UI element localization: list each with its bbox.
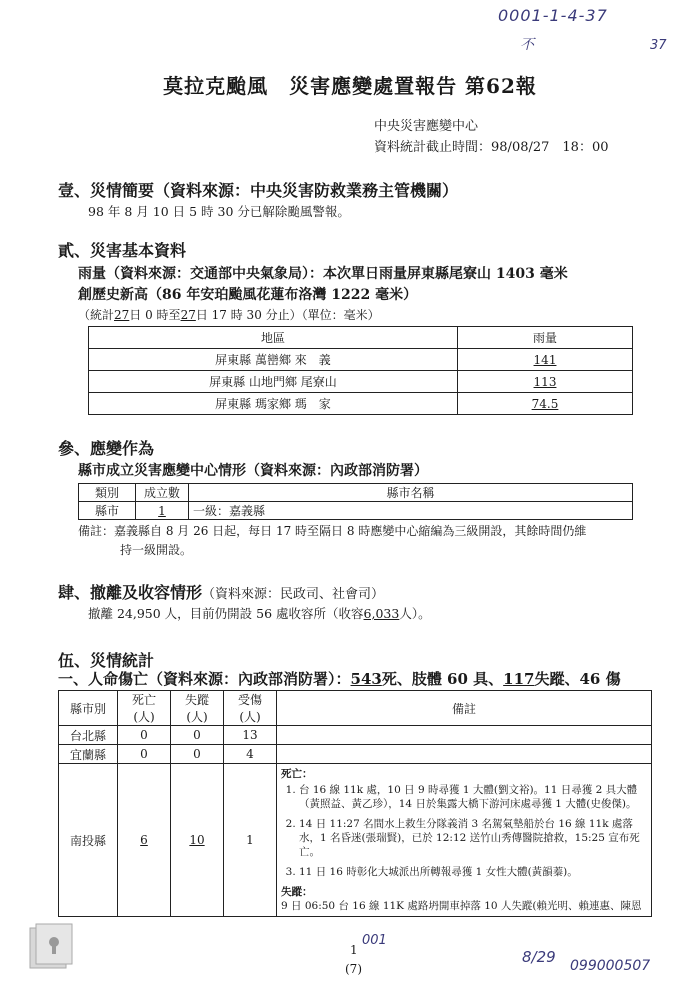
table-row	[89, 349, 633, 371]
rain-value: 141	[533, 352, 557, 367]
table-row	[89, 393, 633, 415]
section2-heading: 貳、災害基本資料	[58, 241, 187, 260]
rain-cell	[458, 393, 633, 415]
missing-cell: 0	[171, 726, 224, 745]
header-names: 縣市名稱	[189, 484, 633, 502]
section1-heading	[58, 178, 458, 201]
rain-cell	[458, 371, 633, 393]
area-cell: 屏東縣 山地門鄉 尾寮山	[89, 371, 458, 393]
shelter-count: 6,033	[363, 606, 400, 621]
injured-cell: 4	[224, 745, 277, 764]
section5-heading: 伍、災情統計	[58, 651, 155, 670]
evac-prefix: 撤離 24,950 人，目前仍開設 56 處收容所（收容	[88, 606, 364, 621]
table-header-row	[89, 327, 633, 349]
stat-mid: 日 0 時至	[129, 308, 181, 322]
casualty-table	[58, 690, 652, 917]
death-list	[281, 783, 647, 879]
section3-heading: 參、應變作為	[58, 439, 155, 458]
table-header-row	[79, 484, 633, 502]
injured-cell: 13	[224, 726, 277, 745]
section3-note-2: 持一級開設。	[120, 543, 193, 557]
header-injured: 受傷(人)	[224, 691, 277, 726]
section4-source: （資料來源：民政司、社會司）	[202, 587, 385, 602]
death-label: 死亡：	[281, 768, 313, 780]
list-item: 3. 11 日 16 時彰化大城派出所轉報尋獲 1 女性大體(黃韻蓁)。	[299, 865, 647, 879]
table-row	[79, 502, 633, 520]
missing-label: 失蹤：	[281, 886, 313, 898]
header-count: 成立數	[136, 484, 189, 502]
stat-day2: 27	[180, 308, 196, 322]
report-title: 莫拉克颱風 災害應變處置報告 第62報	[163, 74, 537, 98]
table-row	[59, 726, 652, 745]
note-cell	[277, 764, 652, 917]
section1-title: 壹、災情簡要	[58, 181, 155, 200]
stat-prefix: （統計	[78, 308, 115, 322]
section1-text: 98 年 8 月 10 日 5 時 30 分已解除颱風警報。	[88, 204, 350, 219]
area-cell: 屏東縣 瑪家鄉 瑪 家	[89, 393, 458, 415]
header-county: 縣市別	[59, 691, 118, 726]
archive-logo-icon	[22, 918, 78, 974]
section3-note-1: 備註：嘉義縣自 8 月 26 日起，每日 17 時至隔日 8 時應變中心縮編為三級開設，其餘時間仍維	[78, 524, 587, 538]
table-header-row	[59, 691, 652, 726]
deaths-count: 543	[350, 670, 382, 688]
rain-value: 113	[533, 374, 557, 389]
stat-day1: 27	[114, 308, 130, 322]
casualty-suffix: 失蹤、46 傷	[534, 670, 621, 688]
table-row	[89, 371, 633, 393]
injured-cell: 1	[224, 764, 277, 917]
table-row	[59, 764, 652, 917]
missing-text: 9 日 06:50 台 16 線 11K 處路坍開車掉落 10 人失蹤(賴光明、賴連惠、陳恩	[281, 900, 642, 912]
area-cell: 屏東縣 萬巒鄉 來 義	[89, 349, 458, 371]
stat-suffix: 日 17 時 30 分止）（單位：毫米）	[195, 308, 380, 322]
handwritten-date: 8/29	[522, 948, 556, 966]
header-dead: 死亡(人)	[118, 691, 171, 726]
rain-line-2: 創歷史新高（86 年安珀颱風花蓮布洛灣 1222 毫米）	[78, 287, 418, 303]
cutoff-value: 98/08/27 18：00	[491, 140, 609, 155]
type-cell: 縣市	[79, 502, 136, 520]
handwritten-page: 001	[362, 933, 387, 948]
response-center-table	[78, 483, 633, 520]
cutoff-time	[374, 136, 609, 155]
dead-cell	[118, 764, 171, 917]
cutoff-label: 資料統計截止時間：	[374, 140, 492, 155]
casualty-prefix: 一、人命傷亡（資料來源：內政部消防署）：	[58, 670, 351, 688]
casualty-summary	[58, 668, 621, 689]
header-area: 地區	[89, 327, 458, 349]
count-value: 1	[158, 503, 166, 518]
county-cell: 南投縣	[59, 764, 118, 917]
handwritten-corner-number: 37	[650, 38, 667, 53]
section3-subheading: 縣市成立災害應變中心情形（資料來源：內政部消防署）	[78, 463, 428, 479]
note-cell	[277, 745, 652, 764]
casualty-mid: 死、肢體 60 具、	[381, 670, 504, 688]
county-cell: 台北縣	[59, 726, 118, 745]
handwritten-mark: 不	[520, 37, 534, 53]
rain-line-1: 雨量（資料來源：交通部中央氣象局）：本次單日雨量屏東縣尾寮山 1403 毫米	[78, 266, 568, 282]
header-rain: 雨量	[458, 327, 633, 349]
note-cell	[277, 726, 652, 745]
list-item: 1. 台 16 線 11k 處，10 日 9 時尋獲 1 大體(劉文裕)。11 日尋獲 2 具大體（黃照益、黃乙珍），14 日於集露大橋下游河床處尋獲 1 大體(史俊傑)。	[299, 783, 647, 811]
dead-value: 6	[140, 833, 148, 847]
missing-cell	[171, 764, 224, 917]
evac-suffix: 人）。	[399, 606, 431, 621]
issuer: 中央災害應變中心	[374, 119, 479, 134]
section4-heading	[58, 580, 384, 603]
missing-cell: 0	[171, 745, 224, 764]
rain-value: 74.5	[531, 396, 559, 411]
table-row	[59, 745, 652, 764]
list-item: 2. 14 日 11:27 名間水上救生分隊義消 3 名駕氣墊船於台 16 線 11k 處落水，1 名昏迷(張瑞賢)，已於 12:12 送竹山秀傳醫院搶救，15:25 宣布死亡。	[299, 817, 647, 859]
dead-cell: 0	[118, 745, 171, 764]
missing-value: 10	[189, 833, 205, 847]
rain-cell	[458, 349, 633, 371]
header-type: 類別	[79, 484, 136, 502]
handwritten-stamp-number: 0001-1-4-37	[498, 6, 608, 25]
county-cell: 宜蘭縣	[59, 745, 118, 764]
missing-count: 117	[503, 670, 535, 688]
rainfall-table	[88, 326, 633, 415]
count-cell	[136, 502, 189, 520]
header-note: 備註	[277, 691, 652, 726]
section1-source: （資料來源：中央災害防救業務主管機關）	[154, 181, 459, 200]
names-cell: 一級：嘉義縣	[189, 502, 633, 520]
page-number-paren: (7)	[345, 962, 362, 976]
handwritten-code: 099000507	[570, 958, 651, 974]
rain-stat-period	[78, 306, 380, 323]
section4-title: 肆、撤離及收容情形	[58, 583, 203, 602]
section4-text	[88, 604, 431, 622]
dead-cell: 0	[118, 726, 171, 745]
page-number: 1	[350, 943, 358, 957]
header-missing: 失蹤(人)	[171, 691, 224, 726]
